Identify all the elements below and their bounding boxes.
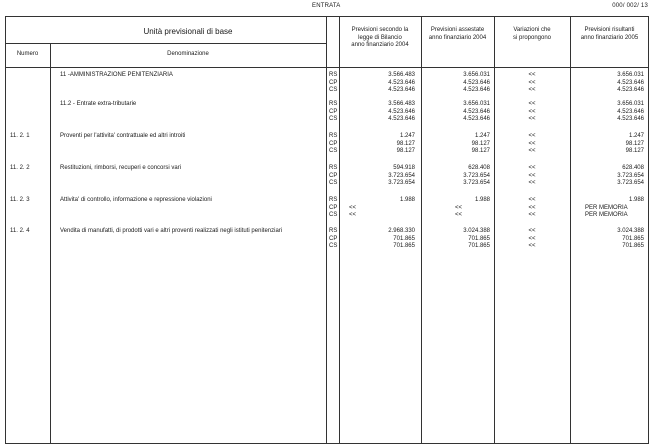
- row-type: CS: [329, 148, 338, 154]
- row-c3: <<: [528, 79, 536, 86]
- row-numero: 11. 2. 4: [10, 228, 30, 234]
- row-denominazione: Attivita' di controllo, informazione e repressione violazioni: [60, 197, 212, 203]
- row-c1: 4.523.646: [388, 87, 415, 93]
- row-type: RS: [329, 72, 338, 78]
- row-c3: <<: [528, 87, 536, 93]
- row-c1: 98.127: [396, 140, 415, 147]
- row-c1: 4.523.646: [388, 79, 415, 86]
- row-c4: 98.127: [625, 148, 644, 154]
- row-c4: 3.723.654: [617, 172, 644, 179]
- page-code: 000/ 002/ 13: [612, 3, 648, 9]
- row-type: CP: [329, 204, 338, 211]
- row-c3: <<: [528, 235, 536, 242]
- row-c4: PER MEMORIA: [585, 204, 628, 211]
- col3-header-line: si propongono: [512, 34, 552, 41]
- col4-header: [570, 27, 649, 42]
- col2-header-line: anno finanziario 2004: [428, 34, 487, 41]
- row-c2: 4.523.646: [463, 79, 490, 86]
- col1-header-line: anno finanziario 2004: [351, 42, 409, 48]
- row-c3: <<: [528, 180, 536, 186]
- numero-header: Numero: [16, 51, 39, 57]
- row-c3: <<: [528, 148, 536, 154]
- row-c2: 4.523.646: [463, 116, 490, 122]
- row-c4: 628.408: [622, 165, 644, 171]
- row-c4: 3.723.654: [617, 180, 644, 186]
- row-type: CP: [329, 235, 338, 242]
- row-denominazione: Proventi per l'attivita' contrattuale ed altri introiti: [60, 133, 186, 139]
- row-c4: 3.656.031: [617, 72, 644, 78]
- col2-header-line: Previsioni assestate: [430, 27, 485, 33]
- row-c2: 98.127: [471, 148, 490, 154]
- row-numero: 11. 2. 3: [10, 197, 30, 203]
- row-c2: <<: [455, 204, 463, 211]
- row-c4: 4.523.646: [617, 87, 644, 93]
- row-c2: 3.656.031: [463, 101, 490, 107]
- row-c2: 4.523.646: [463, 87, 490, 93]
- row-c1: 3.723.654: [388, 180, 415, 186]
- row-c2: 4.523.646: [463, 108, 490, 115]
- row-type: CP: [329, 172, 338, 179]
- row-c4: 4.523.646: [617, 116, 644, 122]
- row-c1: 3.566.483: [388, 72, 415, 78]
- row-c3: <<: [528, 72, 536, 78]
- row-denominazione: Vendita di manufatti, di prodotti vari e altri proventi realizzati negli istituti penitenziari: [60, 228, 283, 234]
- row-c1: 98.127: [396, 148, 415, 154]
- row-denominazione: Restituzioni, rimborsi, recuperi e concorsi vari: [60, 165, 182, 171]
- row-c2: 3.723.654: [463, 172, 490, 179]
- row-type: CS: [329, 243, 338, 249]
- row-c1: 3.723.654: [388, 172, 415, 179]
- section-title: ENTRATA: [312, 3, 341, 9]
- row-numero: 11. 2. 2: [10, 165, 30, 171]
- row-c3: <<: [528, 116, 536, 122]
- denominazione-header: Denominazione: [167, 51, 209, 57]
- row-c1: 701.865: [393, 235, 415, 242]
- row-c1: 1.988: [399, 197, 415, 203]
- group-title: Unità previsionali di base: [143, 27, 233, 36]
- divider: [326, 16, 327, 444]
- row-type: CS: [329, 180, 338, 186]
- row-c1: 2.968.330: [388, 228, 415, 234]
- row-type: RS: [329, 197, 338, 203]
- col2-header: [421, 27, 494, 42]
- row-c2: 98.127: [471, 140, 490, 147]
- row-type: CP: [329, 79, 338, 86]
- row-c1: 4.523.646: [388, 116, 415, 122]
- row-c3: <<: [528, 197, 536, 203]
- row-c3: <<: [528, 101, 536, 107]
- row-type: RS: [329, 228, 338, 234]
- row-c3: <<: [528, 140, 536, 147]
- row-c2: 3.723.654: [463, 180, 490, 186]
- row-c3: <<: [528, 243, 536, 249]
- col1-header: [339, 27, 421, 50]
- row-c3: <<: [528, 165, 536, 171]
- row-c1: 4.523.646: [388, 108, 415, 115]
- col1-header-line: Previsioni secondo la: [351, 27, 409, 33]
- row-c3: <<: [528, 212, 536, 218]
- row-c4: 701.865: [622, 235, 644, 242]
- row-c1: <<: [349, 212, 357, 218]
- col3-header-line: Variazioni che: [513, 27, 551, 33]
- row-c2: 1.247: [474, 133, 490, 139]
- row-c3: <<: [528, 133, 536, 139]
- divider: [5, 67, 649, 68]
- row-c4: 4.523.646: [617, 79, 644, 86]
- row-c3: <<: [528, 204, 536, 211]
- row-type: CP: [329, 108, 338, 115]
- row-c2: 3.024.388: [463, 228, 490, 234]
- row-c4: PER MEMORIA: [585, 212, 628, 218]
- row-type: RS: [329, 101, 338, 107]
- row-c1: 701.865: [393, 243, 415, 249]
- row-c4: 3.656.031: [617, 101, 644, 107]
- row-c4: 701.865: [622, 243, 644, 249]
- row-denominazione: 11 -AMMINISTRAZIONE PENITENZIARIA: [60, 72, 173, 78]
- row-c1: 1.247: [399, 133, 415, 139]
- col4-header-line: anno finanziario 2005: [580, 34, 639, 41]
- col4-header-line: Previsioni risultanti: [584, 27, 635, 33]
- row-type: CS: [329, 116, 338, 122]
- row-type: CS: [329, 87, 338, 93]
- row-c1: 3.566.483: [388, 101, 415, 107]
- row-type: RS: [329, 133, 338, 139]
- row-c2: 3.656.031: [463, 72, 490, 78]
- row-c1: 594.918: [393, 165, 415, 171]
- row-c4: 98.127: [625, 140, 644, 147]
- divider: [50, 67, 51, 444]
- col3-header: [494, 27, 570, 42]
- row-c2: 628.408: [468, 165, 490, 171]
- row-c3: <<: [528, 172, 536, 179]
- row-c3: <<: [528, 228, 536, 234]
- row-c2: 701.865: [468, 243, 490, 249]
- row-c4: 4.523.646: [617, 108, 644, 115]
- row-type: RS: [329, 165, 338, 171]
- row-c1: <<: [349, 204, 357, 211]
- row-type: CP: [329, 140, 338, 147]
- row-c3: <<: [528, 108, 536, 115]
- row-numero: 11. 2. 1: [10, 133, 30, 139]
- row-denominazione: 11.2 - Entrate extra-tributarie: [60, 101, 137, 107]
- row-c2: 701.865: [468, 235, 490, 242]
- row-c4: 3.024.388: [617, 228, 644, 234]
- row-type: CS: [329, 212, 338, 218]
- row-c4: 1.988: [628, 197, 644, 203]
- row-c2: 1.988: [474, 197, 490, 203]
- divider: [5, 43, 326, 44]
- col1-header-line: legge di Bilancio: [358, 34, 402, 41]
- row-c4: 1.247: [628, 133, 644, 139]
- row-c2: <<: [455, 212, 463, 218]
